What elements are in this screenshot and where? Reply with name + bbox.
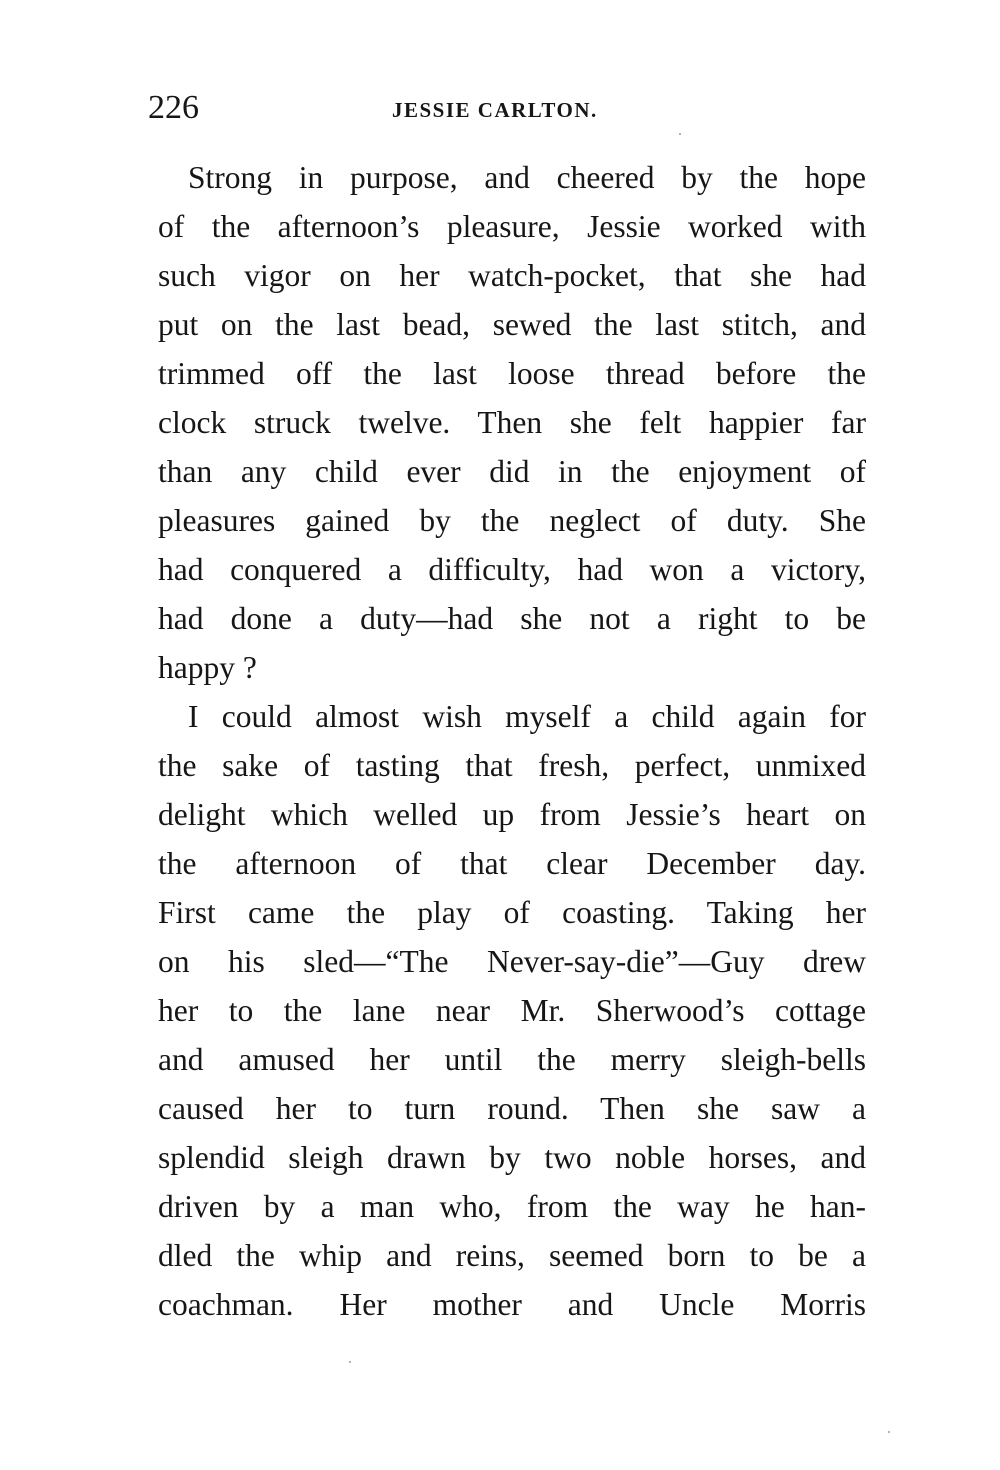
paper-speck <box>888 1431 890 1433</box>
text-line: driven by a man who, from the way he han- <box>158 1189 866 1224</box>
running-title: JESSIE CARLTON. <box>392 98 598 122</box>
text-line: happy ? <box>158 650 257 685</box>
text-line: her to the lane near Mr. Sherwood’s cottage <box>158 993 866 1028</box>
text-line: had done a duty—had she not a right to be <box>158 601 866 636</box>
page-header <box>148 86 628 130</box>
text-line: than any child ever did in the enjoyment of <box>158 454 866 489</box>
paper-speck <box>349 1361 351 1363</box>
text-line: and amused her until the merry sleigh-bells <box>158 1042 866 1077</box>
text-line: I could almost wish myself a child again for <box>188 699 866 734</box>
text-line: First came the play of coasting. Taking her <box>158 895 866 930</box>
text-line: the sake of tasting that fresh, perfect, unmixed <box>158 748 866 783</box>
text-line: on his sled—“The Never-say-die”—Guy drew <box>158 944 866 979</box>
text-line: pleasures gained by the neglect of duty. She <box>158 503 866 538</box>
text-line: caused her to turn round. Then she saw a <box>158 1091 866 1126</box>
text-line: clock struck twelve. Then she felt happier far <box>158 405 866 440</box>
text-line: coachman. Her mother and Uncle Morris <box>158 1287 866 1322</box>
text-line: such vigor on her watch-pocket, that she had <box>158 258 866 293</box>
text-line: Strong in purpose, and cheered by the hope <box>188 160 866 195</box>
page-number: 226 <box>148 89 199 126</box>
text-line: put on the last bead, sewed the last stitch, and <box>158 307 866 342</box>
text-line: trimmed off the last loose thread before the <box>158 356 866 391</box>
text-line: splendid sleigh drawn by two noble horses, and <box>158 1140 866 1175</box>
text-line: delight which welled up from Jessie’s heart on <box>158 797 866 832</box>
text-line: the afternoon of that clear December day. <box>158 846 866 881</box>
text-line: dled the whip and reins, seemed born to be a <box>158 1238 866 1273</box>
paper-speck <box>679 133 681 135</box>
text-line: of the afternoon’s pleasure, Jessie worked with <box>158 209 866 244</box>
text-line: had conquered a difficulty, had won a victory, <box>158 552 866 587</box>
